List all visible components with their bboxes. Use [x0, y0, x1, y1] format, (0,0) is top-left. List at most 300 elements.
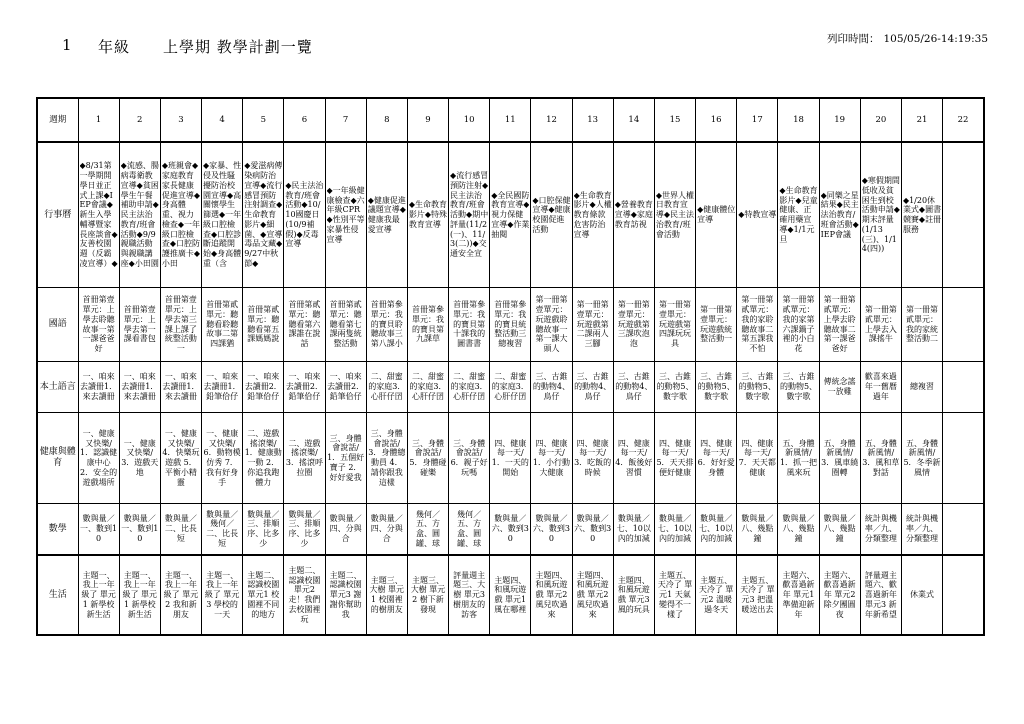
- calendar-row: [37, 142, 984, 288]
- cell-text: 歡喜來過年一舊曆過年: [864, 372, 897, 401]
- cell-text: 數與量／三、排順序、比多少: [288, 509, 321, 548]
- row-label: 本土語言: [37, 362, 78, 413]
- cell-text: 二、甜蜜的家庭3．心肝仔囝: [491, 372, 529, 401]
- cell-text: 三、古錐的動物5、數字歌: [697, 372, 735, 401]
- cell-text: 二、遊戲搖滾樂/1．健康動一動 2．你追我跑體力: [244, 428, 282, 487]
- plan-cell: [449, 362, 490, 413]
- plan-cell: [366, 555, 407, 635]
- cell-text: 首冊第貳單元：聽聽看第六課誰在說話: [288, 300, 321, 349]
- plan-cell: [284, 362, 325, 413]
- plan-cell: [202, 504, 243, 556]
- cell-text: 第一冊第貳單元：我的家統整活動二: [906, 305, 939, 344]
- plan-cell: [531, 413, 572, 504]
- plan-cell: [531, 288, 572, 362]
- page-title: 上學期 教學計劃一覽: [163, 38, 313, 56]
- cell-text: 數與量／六、數到30: [491, 514, 529, 543]
- cell-text: ◆健康促進議題宣導◆健康我最愛宣導: [367, 195, 406, 234]
- cell-text: 數與量／八、幾點鐘: [741, 514, 774, 543]
- cell-text: 第一冊第貳單元：上學去入課搖牛: [864, 305, 897, 344]
- plan-cell: [819, 504, 860, 556]
- plan-cell: [243, 504, 284, 556]
- cell-text: 一、咱來去讀冊2．鉛筆佮仔: [285, 372, 323, 401]
- plan-cell: [696, 362, 737, 413]
- week-header: 13: [572, 98, 613, 142]
- cell-text: 四、健康每一天/3．吃飯的時候: [574, 438, 612, 477]
- plan-cell: [490, 413, 531, 504]
- plan-cell: [572, 413, 613, 504]
- plan-cell: [407, 142, 448, 288]
- week-header: 3: [160, 98, 201, 142]
- cell-text: 數與量／四、分與合: [370, 514, 403, 543]
- cell-text: 三、古錐的動物5、數字歌: [738, 372, 776, 401]
- week-header: 7: [325, 98, 366, 142]
- plan-cell: [613, 142, 654, 288]
- plan-cell: [696, 555, 737, 635]
- cell-text: 統計與機率／九、分類整理: [906, 514, 939, 543]
- plan-cell: [613, 288, 654, 362]
- cell-text: 主題四、和風玩遊戲 單元2 風兒吹過來: [576, 570, 609, 619]
- week-header: 18: [778, 98, 819, 142]
- plan-cell: [284, 142, 325, 288]
- plan-cell: [243, 288, 284, 362]
- cell-text: 三、古錐的動物4、鳥仔: [615, 372, 653, 401]
- cell-text: 二、甜蜜的家庭3．心肝仔囝: [409, 372, 447, 401]
- plan-cell: [160, 142, 201, 288]
- plan-cell: [901, 504, 942, 556]
- cell-text: 數與量／六、數到30: [574, 514, 612, 543]
- cell-text: ◆班親會◆家庭教育家長健康促進宣導◆身高體重、視力檢查◆一年級口腔檢查◆口腔防護推廣卡◆小田: [161, 161, 200, 268]
- plan-cell: [119, 555, 160, 635]
- teaching-plan-table: [36, 97, 985, 636]
- plan-cell: [737, 413, 778, 504]
- cell-text: 主題二、認識校園 單元2 走！我們去校園裡玩: [288, 565, 321, 624]
- plan-cell: [490, 288, 531, 362]
- plan-cell: [531, 142, 572, 288]
- week-header: 11: [490, 98, 531, 142]
- cell-text: 主題四、和風玩遊戲 單元3 風的玩具: [617, 575, 650, 614]
- cell-text: 主題五、天冷了 單元2 溫暖過冬天: [698, 575, 734, 614]
- cell-text: 二、遊戲搖滾樂/3．搖滾呼拉圈: [285, 438, 323, 477]
- plan-cell: [572, 555, 613, 635]
- print-time-value: 105/05/26-14:19:35: [883, 33, 988, 45]
- plan-cell: [901, 555, 942, 635]
- cell-text: ◆1/20休業式◆圖書競賽◆註冊服務: [902, 195, 942, 234]
- plan-cell: [490, 504, 531, 556]
- week-header: 6: [284, 98, 325, 142]
- plan-cell: [490, 362, 531, 413]
- cell-text: 五、身體新風情/3．風車繞圈轉: [821, 438, 859, 477]
- cell-text: 一、健康又快樂/3．遊戲天地: [121, 438, 159, 477]
- plan-cell: [943, 288, 984, 362]
- cell-text: ◆民主法治教育/班會活動◆10/10國慶日(10/9補假)◆反毒宣導: [285, 180, 324, 249]
- plan-cell: [572, 288, 613, 362]
- cell-text: 三、古錐的動物4、鳥仔: [574, 372, 612, 401]
- week-header-row: [37, 98, 984, 142]
- cell-text: 首冊第壹單元：上學去聆聽故事一第一課爸爸好: [82, 295, 115, 353]
- cell-text: 首冊第貳單元：聽聽看第七課兩隻統整活動: [329, 300, 362, 349]
- plan-cell: [737, 555, 778, 635]
- cell-text: 一、咱來去讀冊1．鉛筆佮仔: [203, 372, 241, 401]
- plan-cell: [202, 142, 243, 288]
- cell-text: 首冊第壹單元：上學去第一課看書包: [123, 305, 156, 344]
- cell-text: ◆8/31第一學期開學日並正式上課◆IEP會議◆新生入學輔導暨家長座談會◆友善校園週（反霸凌宣導）◆: [79, 161, 118, 268]
- grade-number: 1: [62, 36, 73, 54]
- plan-cell: [654, 142, 695, 288]
- cell-text: 五、身體新風情/5．冬季新風情: [903, 438, 941, 477]
- health-pe-row: [37, 413, 984, 504]
- plan-cell: [572, 362, 613, 413]
- plan-cell: [819, 555, 860, 635]
- plan-cell: [325, 362, 366, 413]
- cell-text: 第一冊第壹單元：玩遊戲第二課兩人三腳: [576, 300, 609, 349]
- week-header: 20: [860, 98, 901, 142]
- cell-text: 首冊第壹單元：上學去第三課上課了統整活動一: [164, 295, 197, 353]
- cell-text: 數與量／二、比長短: [164, 514, 197, 543]
- plan-cell: [202, 555, 243, 635]
- plan-cell: [325, 288, 366, 362]
- cell-text: ◆健康體位宣導: [697, 205, 736, 224]
- week-header: 1: [78, 98, 119, 142]
- plan-cell: [654, 555, 695, 635]
- plan-cell: [407, 288, 448, 362]
- cell-text: 數與量／一、數到10: [121, 514, 159, 543]
- cell-text: 傳統念謠一放雞: [823, 377, 856, 396]
- plan-cell: [613, 413, 654, 504]
- plan-cell: [943, 555, 984, 635]
- cell-text: ◆口腔保健宣導◆健康校園促進活動: [532, 195, 571, 234]
- plan-cell: [78, 504, 119, 556]
- plan-cell: [243, 142, 284, 288]
- cell-text: 主題六、歡喜過新年 單元2 除夕團圓夜: [823, 570, 856, 619]
- plan-cell: [901, 142, 942, 288]
- cell-text: ◆生命教育影片◆特殊教育宣導: [408, 200, 448, 229]
- row-label: 國語: [37, 288, 78, 362]
- plan-cell: [860, 288, 901, 362]
- cell-text: 三、身體會說話/5．身體碰碰樂: [409, 438, 447, 477]
- cell-text: ◆營養教育宣導◆家庭教育訪視: [614, 200, 653, 229]
- cell-text: 五、身體新風情/3．風和草對話: [862, 438, 900, 477]
- plan-cell: [202, 288, 243, 362]
- plan-cell: [325, 142, 366, 288]
- plan-cell: [572, 142, 613, 288]
- math-row: [37, 504, 984, 556]
- cell-text: 數與量／八、幾點鐘: [782, 514, 815, 543]
- week-header: 17: [737, 98, 778, 142]
- week-header: 21: [901, 98, 942, 142]
- plan-cell: [737, 362, 778, 413]
- plan-cell: [778, 504, 819, 556]
- cell-text: 第一冊第貳單元：上學去聆聽故事二第一課爸爸好: [823, 295, 856, 353]
- cell-text: 首冊第貳單元：聽聽看聆聽故事二第四課猶: [206, 300, 239, 349]
- cell-text: 三、古錐的動物5、數字歌: [656, 372, 694, 401]
- plan-cell: [78, 413, 119, 504]
- plan-cell: [531, 555, 572, 635]
- plan-cell: [572, 504, 613, 556]
- cell-text: 首冊第參單元：我的寶貝第九課草: [411, 305, 444, 344]
- cell-text: ◆生命教育影片◆兒童健康、正確用藥宣導◆1/1元旦: [779, 185, 818, 244]
- week-header: 10: [449, 98, 490, 142]
- row-label: 數學: [37, 504, 78, 556]
- week-header: 5: [243, 98, 284, 142]
- plan-cell: [243, 362, 284, 413]
- cell-text: 評量週主題三、大樹 單元3 樹朋友的訪客: [453, 570, 486, 619]
- cell-text: 一、咱來去讀冊1．來去讀冊: [162, 372, 200, 401]
- cell-text: 二、甜蜜的家庭3．心肝仔囝: [368, 372, 406, 401]
- plan-cell: [160, 362, 201, 413]
- cell-text: ◆流感、腸病毒衛教宣導◆貧困學生午餐補助申請◆民主法治教育/班會活動◆9/9親職活動與親職講座◆小田園: [120, 161, 159, 268]
- plan-cell: [778, 413, 819, 504]
- page-header: [0, 0, 1024, 70]
- plan-cell: [449, 413, 490, 504]
- plan-cell: [737, 142, 778, 288]
- plan-cell: [531, 362, 572, 413]
- plan-cell: [737, 288, 778, 362]
- plan-cell: [407, 504, 448, 556]
- plan-cell: [901, 362, 942, 413]
- plan-cell: [366, 413, 407, 504]
- plan-cell: [943, 142, 984, 288]
- cell-text: 三、身體會說話/6．親子好玩嗎: [450, 438, 488, 477]
- cell-text: ◆家暴、性侵及性騷擾防治校園宣導◆高關懷學生篩選◆一年級口腔檢查◆口腔診斷追蹤開始◆身高體重（含: [203, 161, 242, 268]
- plan-cell: [366, 288, 407, 362]
- plan-cell: [449, 555, 490, 635]
- plan-cell: [325, 413, 366, 504]
- plan-cell: [243, 413, 284, 504]
- plan-cell: [778, 288, 819, 362]
- cell-text: 數與量／八、幾點鐘: [823, 514, 856, 543]
- cell-text: 三、古錐的動物4、鳥仔: [532, 372, 571, 401]
- cell-text: 四、健康每一天/1．小行動大健康: [532, 438, 571, 477]
- cell-text: ◆世界人權日教育宣導◆民主法治教育/班會活動: [655, 190, 695, 239]
- plan-cell: [366, 362, 407, 413]
- cell-text: 主題三、大樹 單元1 校園裡的樹朋友: [369, 575, 405, 614]
- plan-cell: [901, 288, 942, 362]
- plan-cell: [613, 504, 654, 556]
- week-header: 2: [119, 98, 160, 142]
- week-header: 19: [819, 98, 860, 142]
- cell-text: 第一冊第壹單元：玩遊戲第三課吹泡泡: [617, 300, 650, 349]
- week-header: 4: [202, 98, 243, 142]
- plan-cell: [654, 413, 695, 504]
- cell-text: 主題二、認識校園 單元1 校園裡不同的地方: [247, 570, 280, 619]
- cell-text: 首冊第參單元：我的寶貝聆聽故事三第八課小: [370, 300, 403, 349]
- plan-cell: [778, 142, 819, 288]
- plan-cell: [696, 504, 737, 556]
- cell-text: 數與量／六、數到30: [532, 514, 571, 543]
- cell-text: 主題一、我上一年級了 單元1 新學校新生活: [122, 570, 158, 619]
- cell-text: 第一冊第貳單元：我的家聆聽故事二第五課我不怕: [741, 295, 774, 353]
- cell-text: 一、健康又快樂/4．快樂玩遊戲 5．平衡小精靈: [162, 428, 200, 487]
- cell-text: 三、身體會說話/1．五個好寶子 2．好好愛我: [327, 433, 365, 482]
- cell-text: 二、甜蜜的家庭3．心肝仔囝: [450, 372, 488, 401]
- cell-text: 幾何／五、方盒、圓罐、球: [415, 509, 440, 548]
- chinese-row: [37, 288, 984, 362]
- print-time: [823, 31, 988, 46]
- cell-text: ◆特教宣導: [738, 210, 777, 220]
- plan-cell: [778, 362, 819, 413]
- plan-cell: [325, 555, 366, 635]
- plan-cell: [490, 555, 531, 635]
- week-header: 12: [531, 98, 572, 142]
- plan-cell: [901, 413, 942, 504]
- cell-text: 第一冊第貳單元：我的家第六課鍋子裡的小白花: [782, 295, 815, 353]
- week-header: 9: [407, 98, 448, 142]
- cell-text: 三、身體會說話/3．身體總動員 4．請你跟我這樣: [368, 428, 406, 487]
- plan-cell: [78, 288, 119, 362]
- cell-text: 數與量／七、10以內的加減: [657, 514, 693, 543]
- cell-text: ◆一年級健康檢查◆六年級CPR◆性別平等家暴性侵宣導: [326, 185, 365, 244]
- cell-text: 一、咱來去讀冊2．鉛筆佮仔: [244, 372, 282, 401]
- life-row: [37, 555, 984, 635]
- plan-cell: [284, 288, 325, 362]
- cell-text: 一、健康又快樂/6．動物模仿秀 7．我有好身手: [203, 428, 241, 487]
- cell-text: 第一冊第壹單元：玩遊戲聆聽故事一第一課大頭人: [535, 295, 568, 353]
- plan-cell: [449, 288, 490, 362]
- cell-text: 數與量／三、排順序、比多少: [247, 509, 280, 548]
- cell-text: 數與量／四、分與合: [329, 514, 362, 543]
- cell-text: 四、健康每一天/1．一天的開始: [491, 438, 529, 477]
- plan-cell: [366, 504, 407, 556]
- plan-cell: [860, 362, 901, 413]
- plan-cell: [778, 555, 819, 635]
- row-label: 健康與體育: [37, 413, 78, 504]
- cell-text: 主題五、天冷了 單元1 天氣變得不一樣了: [657, 570, 693, 619]
- plan-cell: [490, 142, 531, 288]
- plan-cell: [407, 362, 448, 413]
- plan-cell: [819, 362, 860, 413]
- plan-cell: [284, 413, 325, 504]
- plan-cell: [160, 504, 201, 556]
- plan-cell: [78, 362, 119, 413]
- cell-text: 一、健康又快樂/1．認識健康中心 2．安全的遊戲場所: [80, 428, 118, 487]
- cell-text: 主題二、認識校園 單元3 謝謝你幫助我: [329, 570, 362, 619]
- plan-cell: [119, 142, 160, 288]
- cell-text: ◆流行感冒預防注射◆民主法治教育/班會活動◆期中評量(11/2(一)、11/3(二))◆交通安全宣: [450, 171, 489, 259]
- plan-cell: [613, 555, 654, 635]
- cell-text: ◆寒假期間低收及貧困生到校活動申請◆期末評量(1/13(三)、1/14(四)): [861, 176, 900, 254]
- plan-cell: [860, 142, 901, 288]
- grade-word: 年級: [98, 38, 131, 56]
- plan-cell: [654, 504, 695, 556]
- week-header: 8: [366, 98, 407, 142]
- plan-cell: [819, 413, 860, 504]
- plan-cell: [531, 504, 572, 556]
- cell-text: 一、咱來去讀冊1．來去讀冊: [80, 372, 118, 401]
- cell-text: 數與量／七、10以內的加減: [699, 514, 734, 543]
- row-label: 行事曆: [37, 142, 78, 288]
- cell-text: 首冊第貳單元：聽聽看第五課媽媽說: [247, 305, 280, 344]
- plan-cell: [284, 555, 325, 635]
- plan-cell: [407, 555, 448, 635]
- plan-cell: [243, 555, 284, 635]
- week-header: 22: [943, 98, 984, 142]
- cell-text: 四、健康每一天/5．天天排便好健康: [656, 438, 694, 477]
- cell-text: 主題一、我上一年級了 單元2 我和新朋友: [163, 570, 199, 619]
- plan-cell: [696, 288, 737, 362]
- plan-cell: [119, 413, 160, 504]
- cell-text: 四、健康每一天/6．好好愛身體: [697, 438, 735, 477]
- plan-cell: [78, 142, 119, 288]
- cell-text: 首冊第參單元：我的寶貝統整活動三總複習: [494, 300, 527, 349]
- plan-cell: [449, 504, 490, 556]
- plan-cell: [696, 413, 737, 504]
- plan-cell: [202, 413, 243, 504]
- cell-text: 休業式: [910, 590, 935, 600]
- local-language-row: [37, 362, 984, 413]
- plan-cell: [819, 142, 860, 288]
- plan-cell: [119, 504, 160, 556]
- plan-cell: [696, 142, 737, 288]
- plan-cell: [943, 413, 984, 504]
- cell-text: 主題六、歡喜過新年 單元1 準備迎新年: [782, 570, 815, 619]
- row-label: 生活: [37, 555, 78, 635]
- cell-text: 三、古錐的動物5、數字歌: [779, 372, 818, 401]
- plan-cell: [654, 288, 695, 362]
- plan-cell: [819, 288, 860, 362]
- plan-cell: [119, 288, 160, 362]
- plan-cell: [407, 413, 448, 504]
- week-label-header: 週期: [37, 98, 78, 142]
- cell-text: 四、健康每一天/4．飯後好習慣: [615, 438, 653, 477]
- plan-cell: [943, 504, 984, 556]
- cell-text: 幾何／五、方盒、圓罐、球: [457, 509, 482, 548]
- week-header: 14: [613, 98, 654, 142]
- cell-text: 總複習: [910, 382, 935, 392]
- plan-cell: [202, 362, 243, 413]
- cell-text: 數與量／七、10以內的加減: [616, 514, 651, 543]
- cell-text: 主題一、我上一年級了 單元1 新學校新生活: [81, 570, 116, 619]
- cell-text: ◆愛滋病傳染病防治宣導◆流行感冒預防注射調查◆生命教育影片◆細菌、◆宣導毒品文藏◆9/27中秋節◆: [244, 161, 283, 268]
- cell-text: 評量週主題六、歡喜過新年 單元3 新年新希望: [864, 570, 897, 619]
- cell-text: ◆全民國防教育宣導◆視力保健宣導◆作業抽閱: [491, 190, 530, 239]
- cell-text: 一、咱來去讀冊2．鉛筆佮仔: [327, 372, 365, 401]
- cell-text: 四、健康每一天/7．天天都健康: [738, 438, 776, 477]
- cell-text: 一、咱來去讀冊1．來去讀冊: [121, 372, 159, 401]
- plan-cell: [860, 413, 901, 504]
- cell-text: 主題四、和風玩遊戲 單元2 風兒吹過來: [535, 570, 568, 619]
- week-header: 16: [696, 98, 737, 142]
- cell-text: 第一冊第壹單元：玩遊戲第四課玩玩具: [658, 300, 691, 349]
- cell-text: 主題三、大樹 單元2 樹下新發現: [410, 575, 446, 614]
- cell-text: 主題四、和風玩遊戲 單元1 風在哪裡: [494, 575, 527, 614]
- print-time-label: 列印時間：: [826, 33, 880, 45]
- cell-text: ◆生命教育影片◆人權教育條款危害防治宣導: [573, 190, 612, 239]
- cell-text: 數與量／一、數到10: [80, 514, 118, 543]
- plan-cell: [160, 555, 201, 635]
- plan-cell: [78, 555, 119, 635]
- plan-cell: [860, 504, 901, 556]
- plan-cell: [284, 504, 325, 556]
- plan-cell: [119, 362, 160, 413]
- plan-cell: [860, 555, 901, 635]
- plan-cell: [943, 362, 984, 413]
- plan-cell: [160, 288, 201, 362]
- cell-text: 首冊第參單元：我的寶貝第十課我的圖書書: [453, 300, 486, 349]
- cell-text: 數與量／幾何／二、比長短: [206, 509, 239, 548]
- cell-text: 主題一、我上一年級了 單元3 學校的一天: [204, 570, 240, 619]
- plan-cell: [325, 504, 366, 556]
- cell-text: 五、身體新風情/1．抓一把風來玩: [779, 438, 818, 477]
- plan-cell: [366, 142, 407, 288]
- plan-cell: [654, 362, 695, 413]
- week-header: 15: [654, 98, 695, 142]
- cell-text: ◆同樂之星結果◆民主法治教育/班會活動◆IEP會議: [820, 190, 859, 239]
- plan-cell: [613, 362, 654, 413]
- cell-text: 第一冊第壹單元：玩遊戲統整活動一: [700, 305, 733, 344]
- cell-text: 統計與機率／九、分類整理: [864, 514, 897, 543]
- plan-cell: [160, 413, 201, 504]
- plan-cell: [737, 504, 778, 556]
